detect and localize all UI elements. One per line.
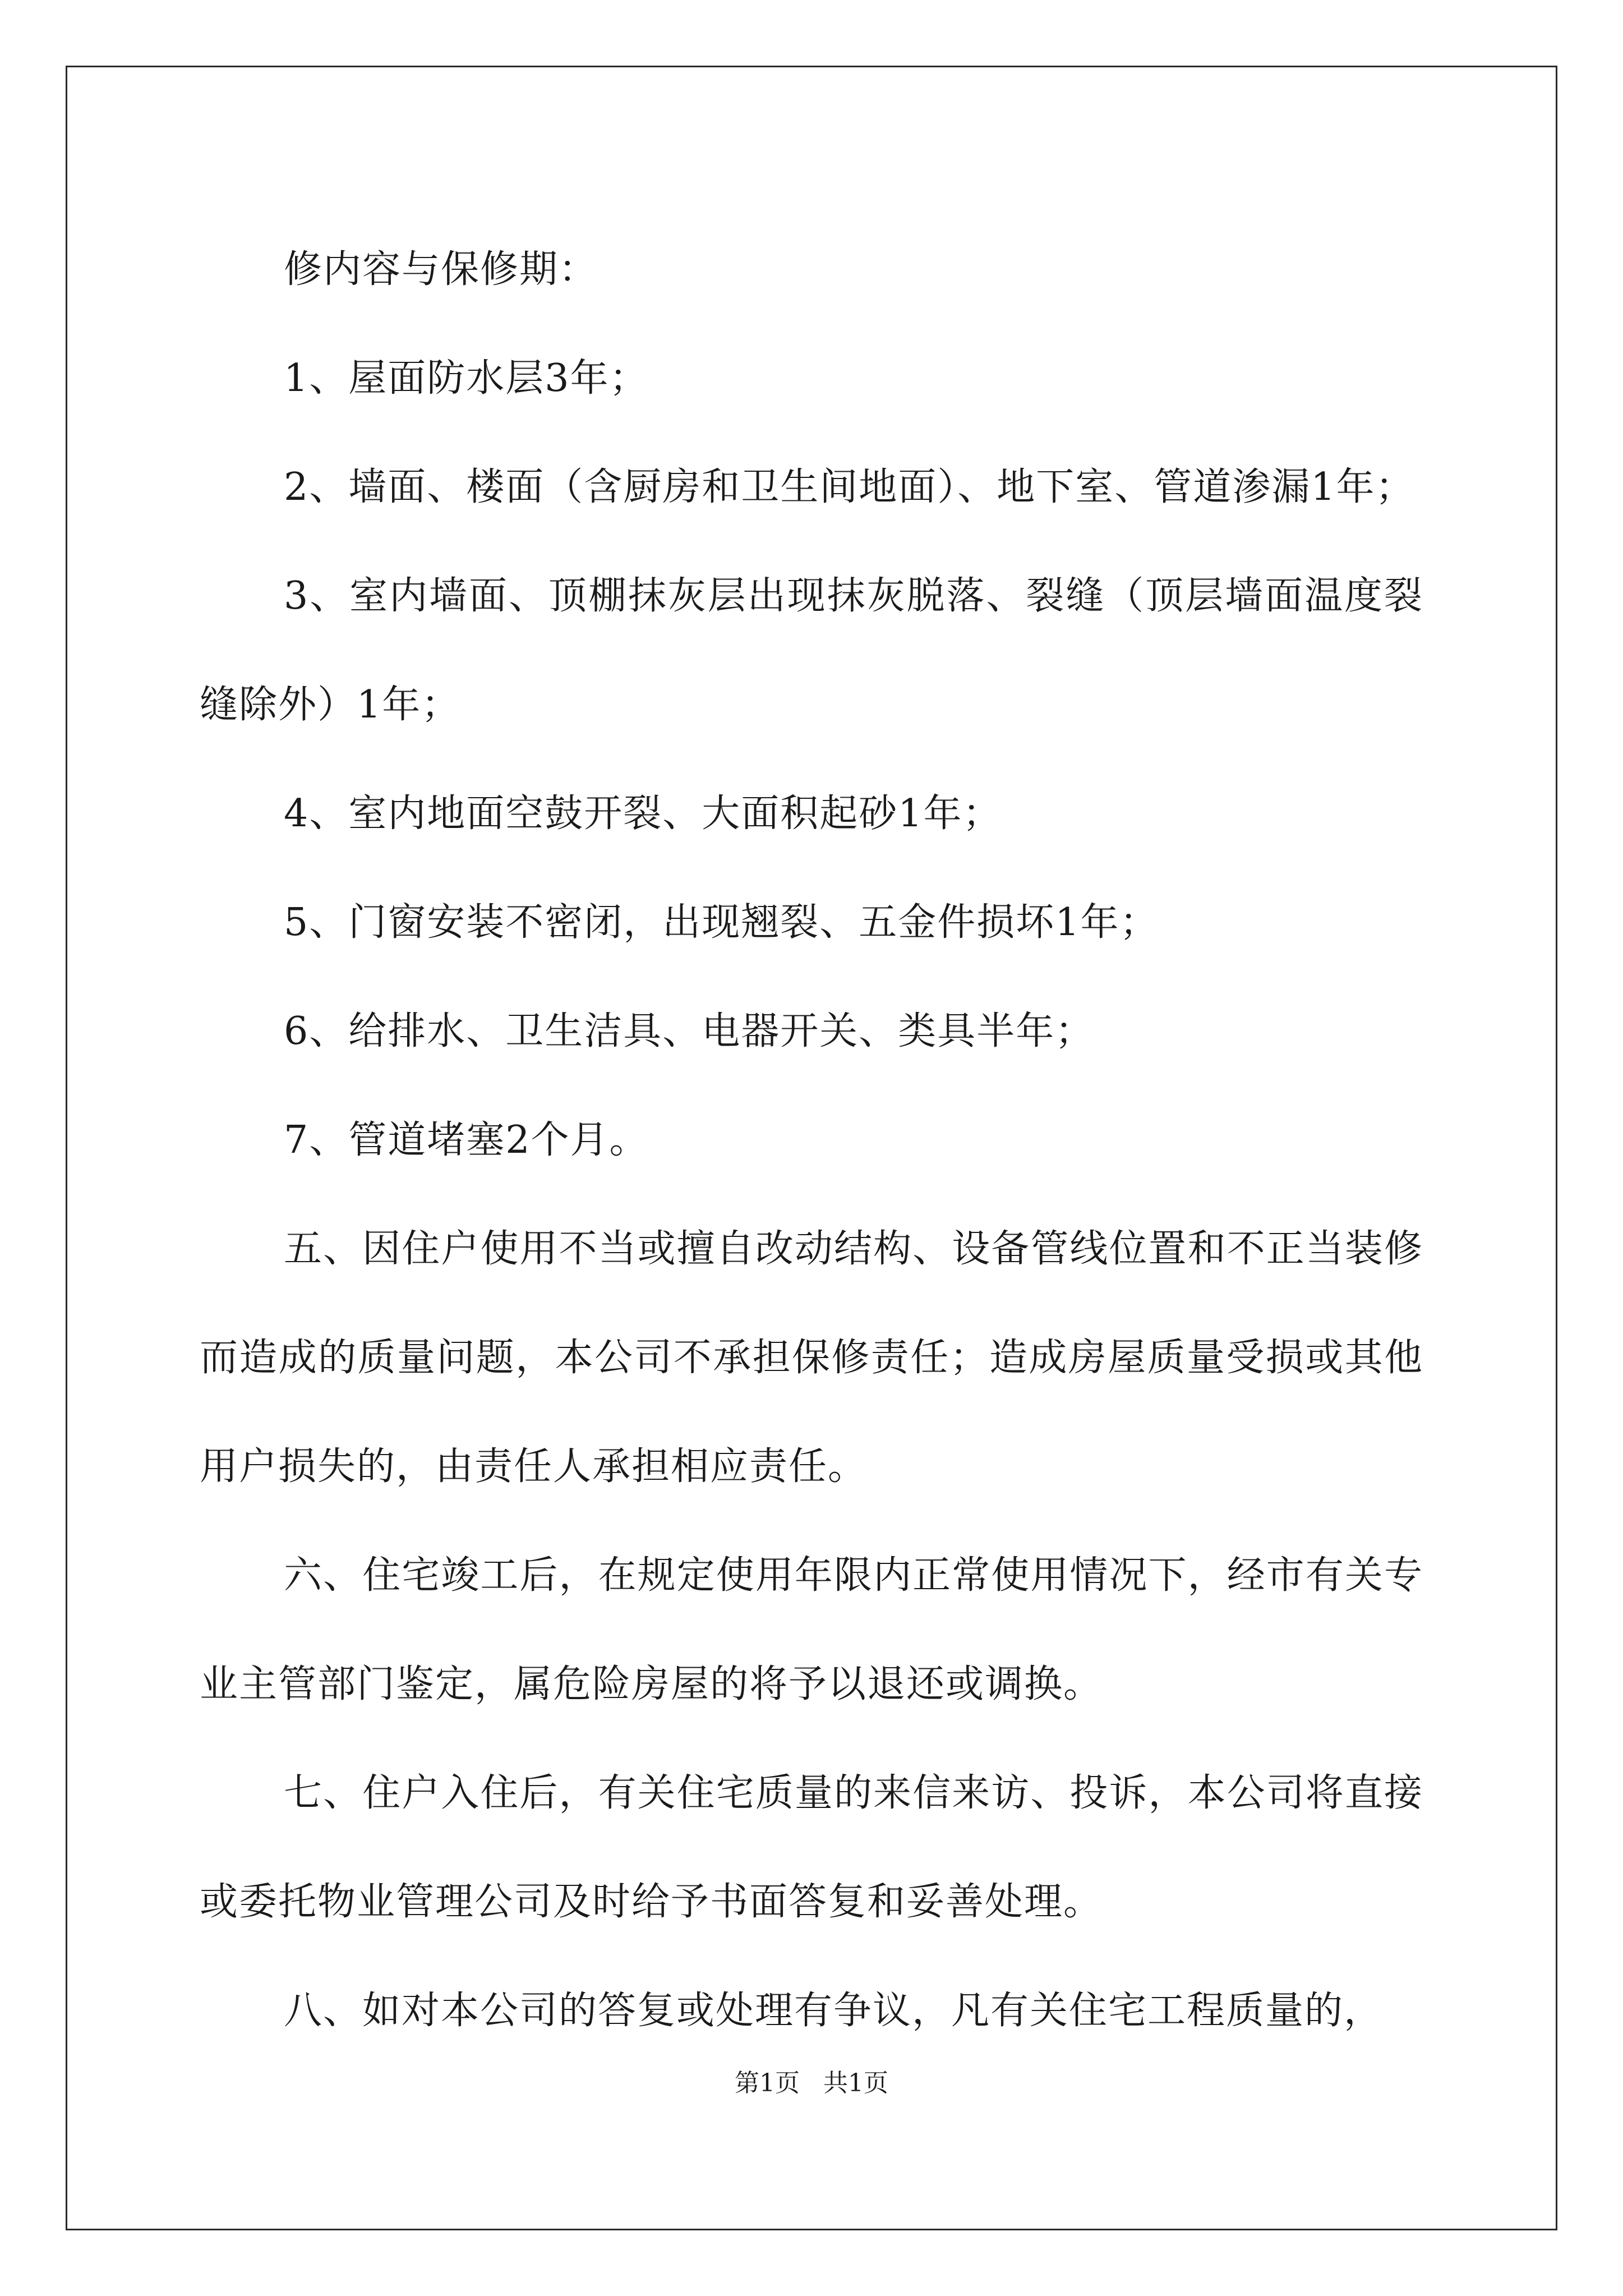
page-footer bbox=[0, 2067, 1623, 2100]
paragraph: 六、住宅竣工后，在规定使用年限内正常使用情况下，经市有关专业主管部门鉴定，属危险房屋的将予以退还或调换。 bbox=[200, 1553, 1423, 1706]
paragraph: 7、管道堵塞2个月。 bbox=[284, 1118, 649, 1162]
page-number: 第1页 bbox=[735, 2069, 800, 2097]
paragraph: 6、给排水、卫生洁具、电器开关、类具半年； bbox=[284, 1009, 1095, 1053]
page-total: 共1页 bbox=[823, 2069, 888, 2097]
paragraph: 修内容与保修期： bbox=[284, 247, 598, 292]
paragraph: 1、屋面防水层3年； bbox=[284, 356, 649, 401]
paragraph: 3、室内墙面、顶棚抹灰层出现抹灰脱落、裂缝（顶层墙面温度裂缝除外）1年； bbox=[200, 574, 1423, 727]
paragraph: 八、如对本公司的答复或处理有争议，凡有关住宅工程质量的， bbox=[284, 1989, 1384, 2033]
footer-spacer bbox=[800, 2069, 823, 2097]
paragraph: 5、门窗安装不密闭，出现翘裂、五金件损坏1年； bbox=[284, 900, 1159, 945]
paragraph: 2、墙面、楼面（含厨房和卫生间地面）、地下室、管道渗漏1年； bbox=[284, 465, 1415, 509]
paragraph: 4、室内地面空鼓开裂、大面积起砂1年； bbox=[284, 792, 1002, 836]
document-body bbox=[200, 215, 1423, 2065]
paragraph: 七、住户入住后，有关住宅质量的来信来访、投诉，本公司将直接或委托物业管理公司及时给予书面答复和妥善处理。 bbox=[200, 1771, 1423, 1924]
paragraph: 五、因住户使用不当或擅自改动结构、设备管线位置和不正当装修而造成的质量问题，本公司不承担保修责任；造成房屋质量受损或其他用户损失的，由责任人承担相应责任。 bbox=[200, 1227, 1423, 1489]
